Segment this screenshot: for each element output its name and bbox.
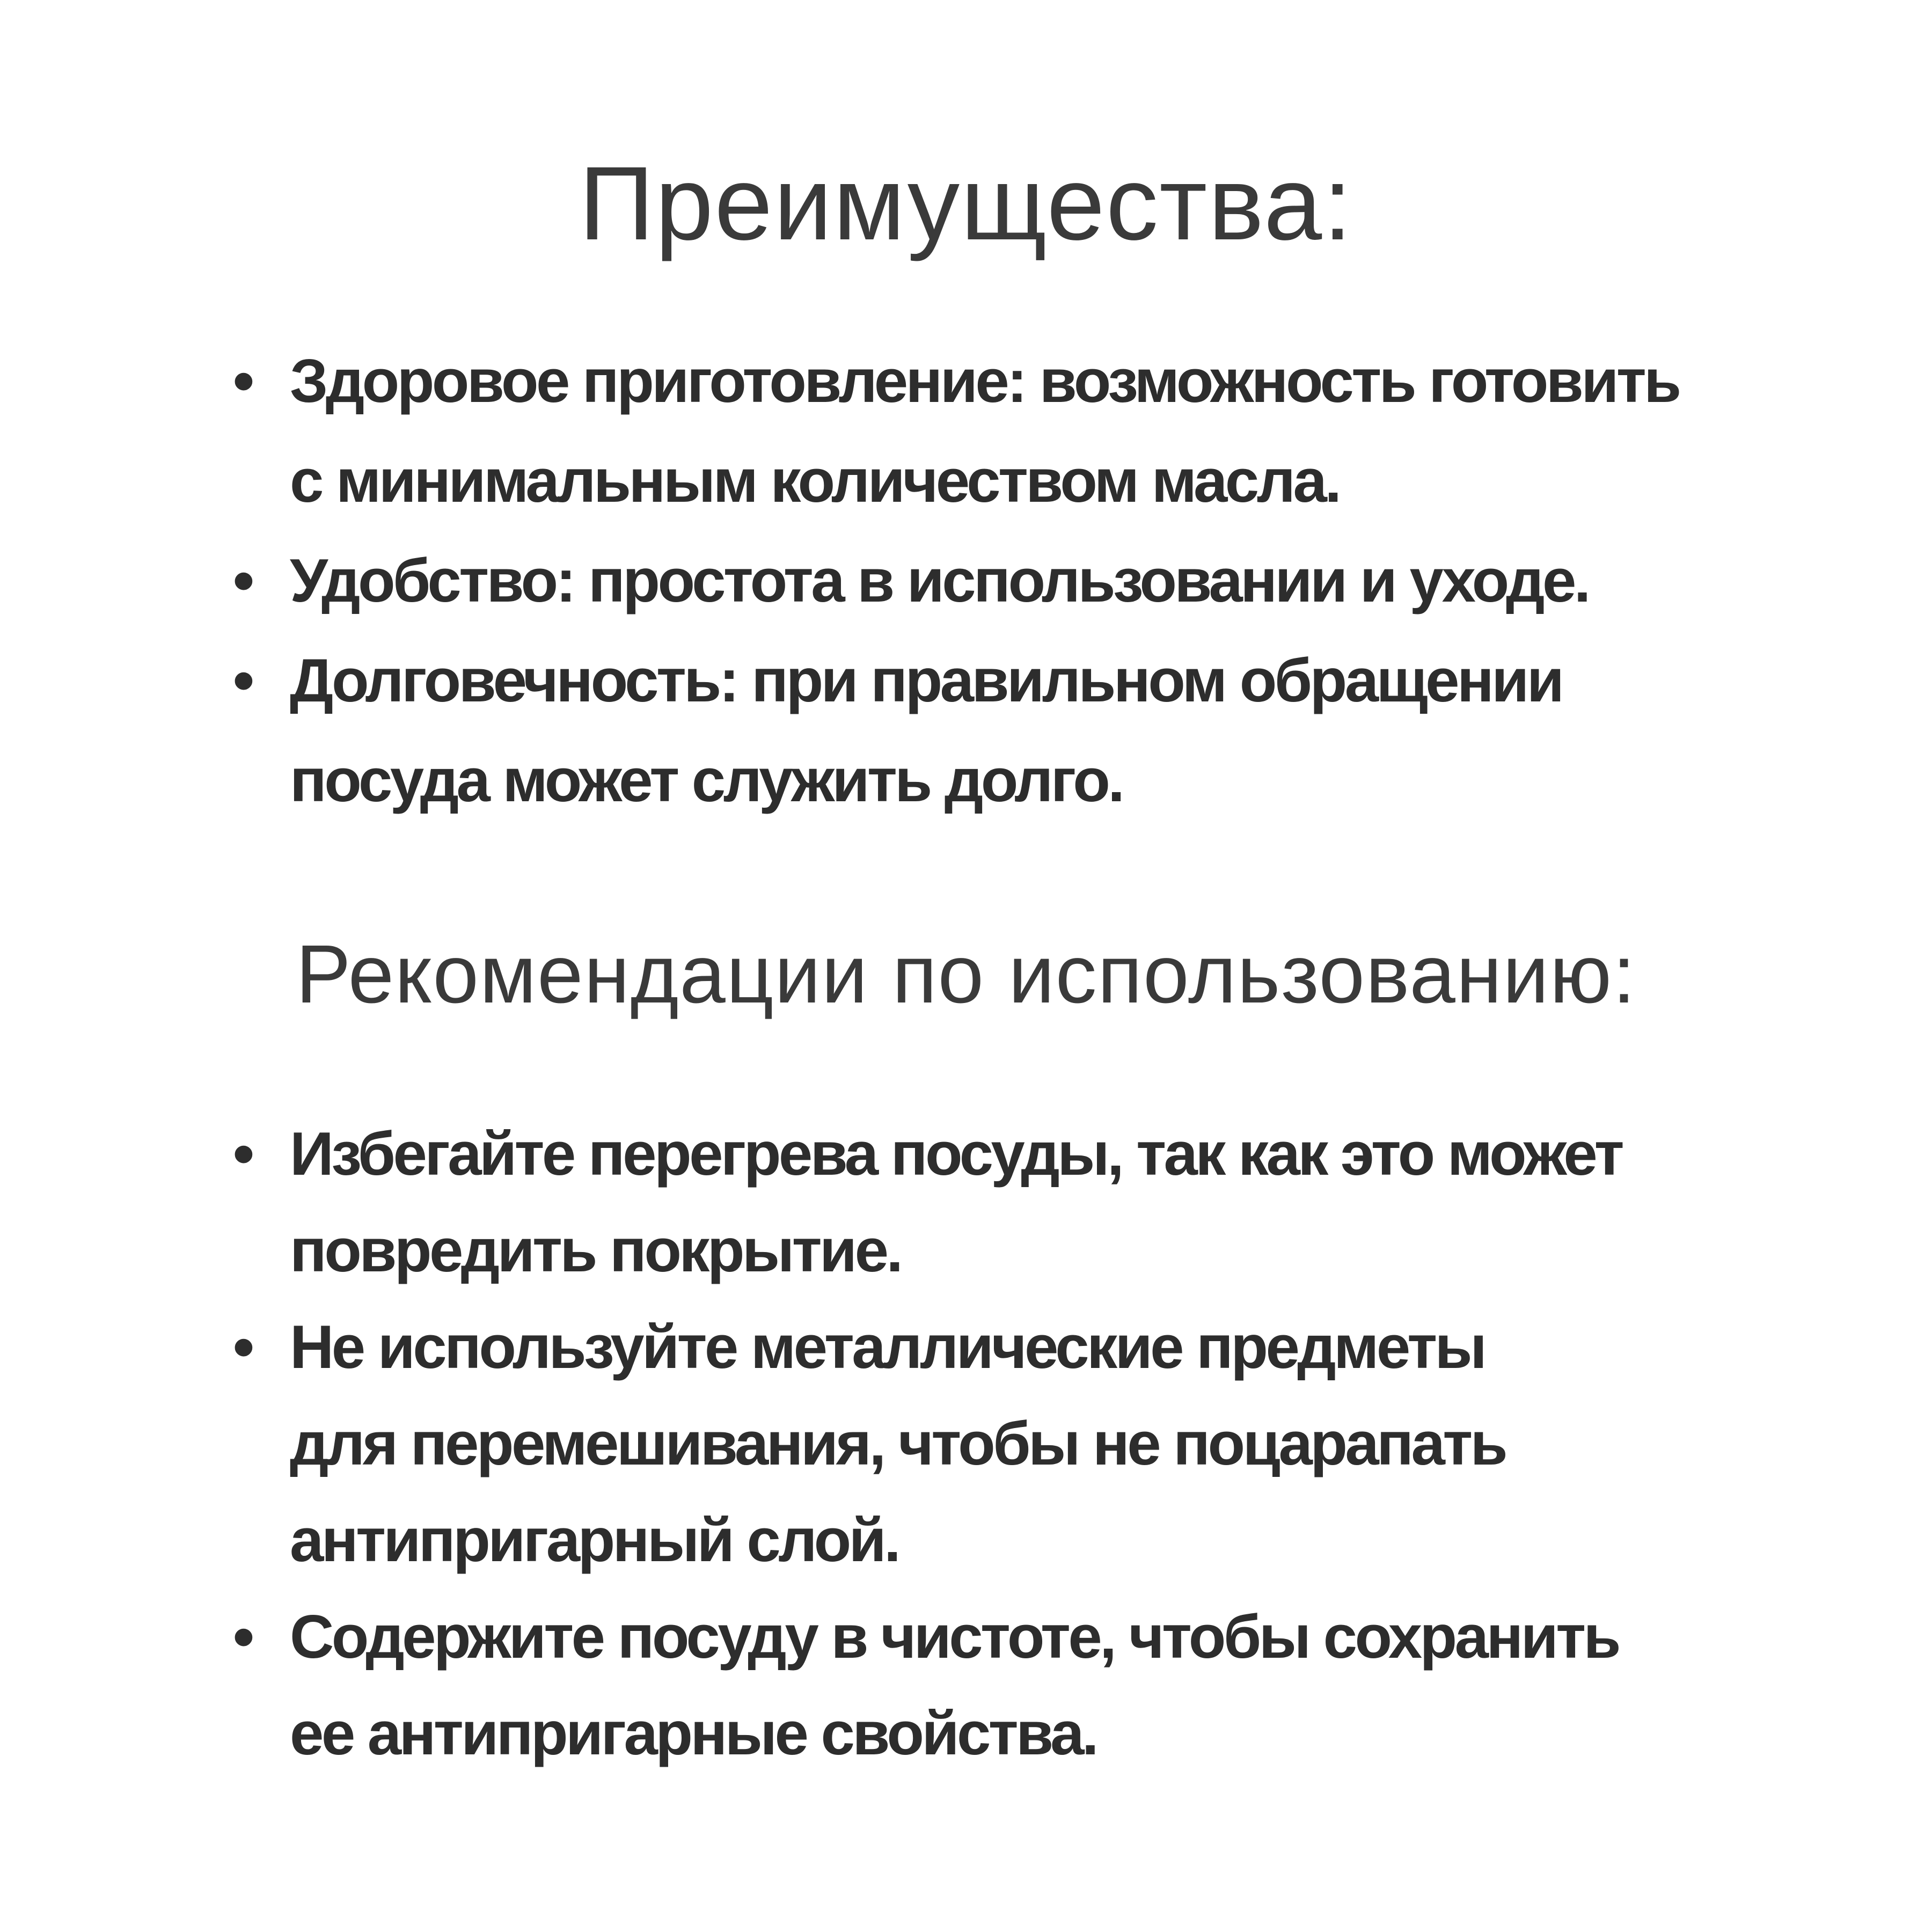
list-item <box>233 1106 1889 1299</box>
bullet-icon: • <box>233 547 254 615</box>
list-item-text: Удобство: простота в использовании и уходе. <box>290 547 1589 615</box>
bullet-icon: • <box>233 1603 254 1671</box>
advantages-heading: Преимущества: <box>579 145 1353 262</box>
bullet-icon: • <box>233 1120 254 1188</box>
list-item-text: Содержите посуду в чистоте, чтобы сохранить ее антипригарные свойства. <box>290 1603 1619 1768</box>
recommendations-list <box>233 1106 1889 1782</box>
list-item <box>233 631 1889 831</box>
bullet-icon: • <box>233 647 254 715</box>
advantages-list <box>233 332 1889 831</box>
bullet-icon: • <box>233 1313 254 1381</box>
list-item-text: Не используйте металлические предметы для перемешивания, чтобы не поцарапать антипригарный слой. <box>290 1313 1506 1575</box>
list-item <box>233 1299 1889 1589</box>
list-item <box>233 1589 1889 1782</box>
list-item <box>233 531 1889 631</box>
list-item-text: Избегайте перегрева посуды, так как это может повредить покрытие. <box>290 1120 1622 1285</box>
list-item-text: Здоровое приготовление: возможность готовить с минимальным количеством масла. <box>290 347 1679 515</box>
bullet-icon: • <box>233 347 254 415</box>
list-item <box>233 332 1889 531</box>
recommendations-heading: Рекомендации по использованию: <box>296 928 1636 1020</box>
list-item-text: Долговечность: при правильном обращении посуда может служить долго. <box>290 647 1562 815</box>
